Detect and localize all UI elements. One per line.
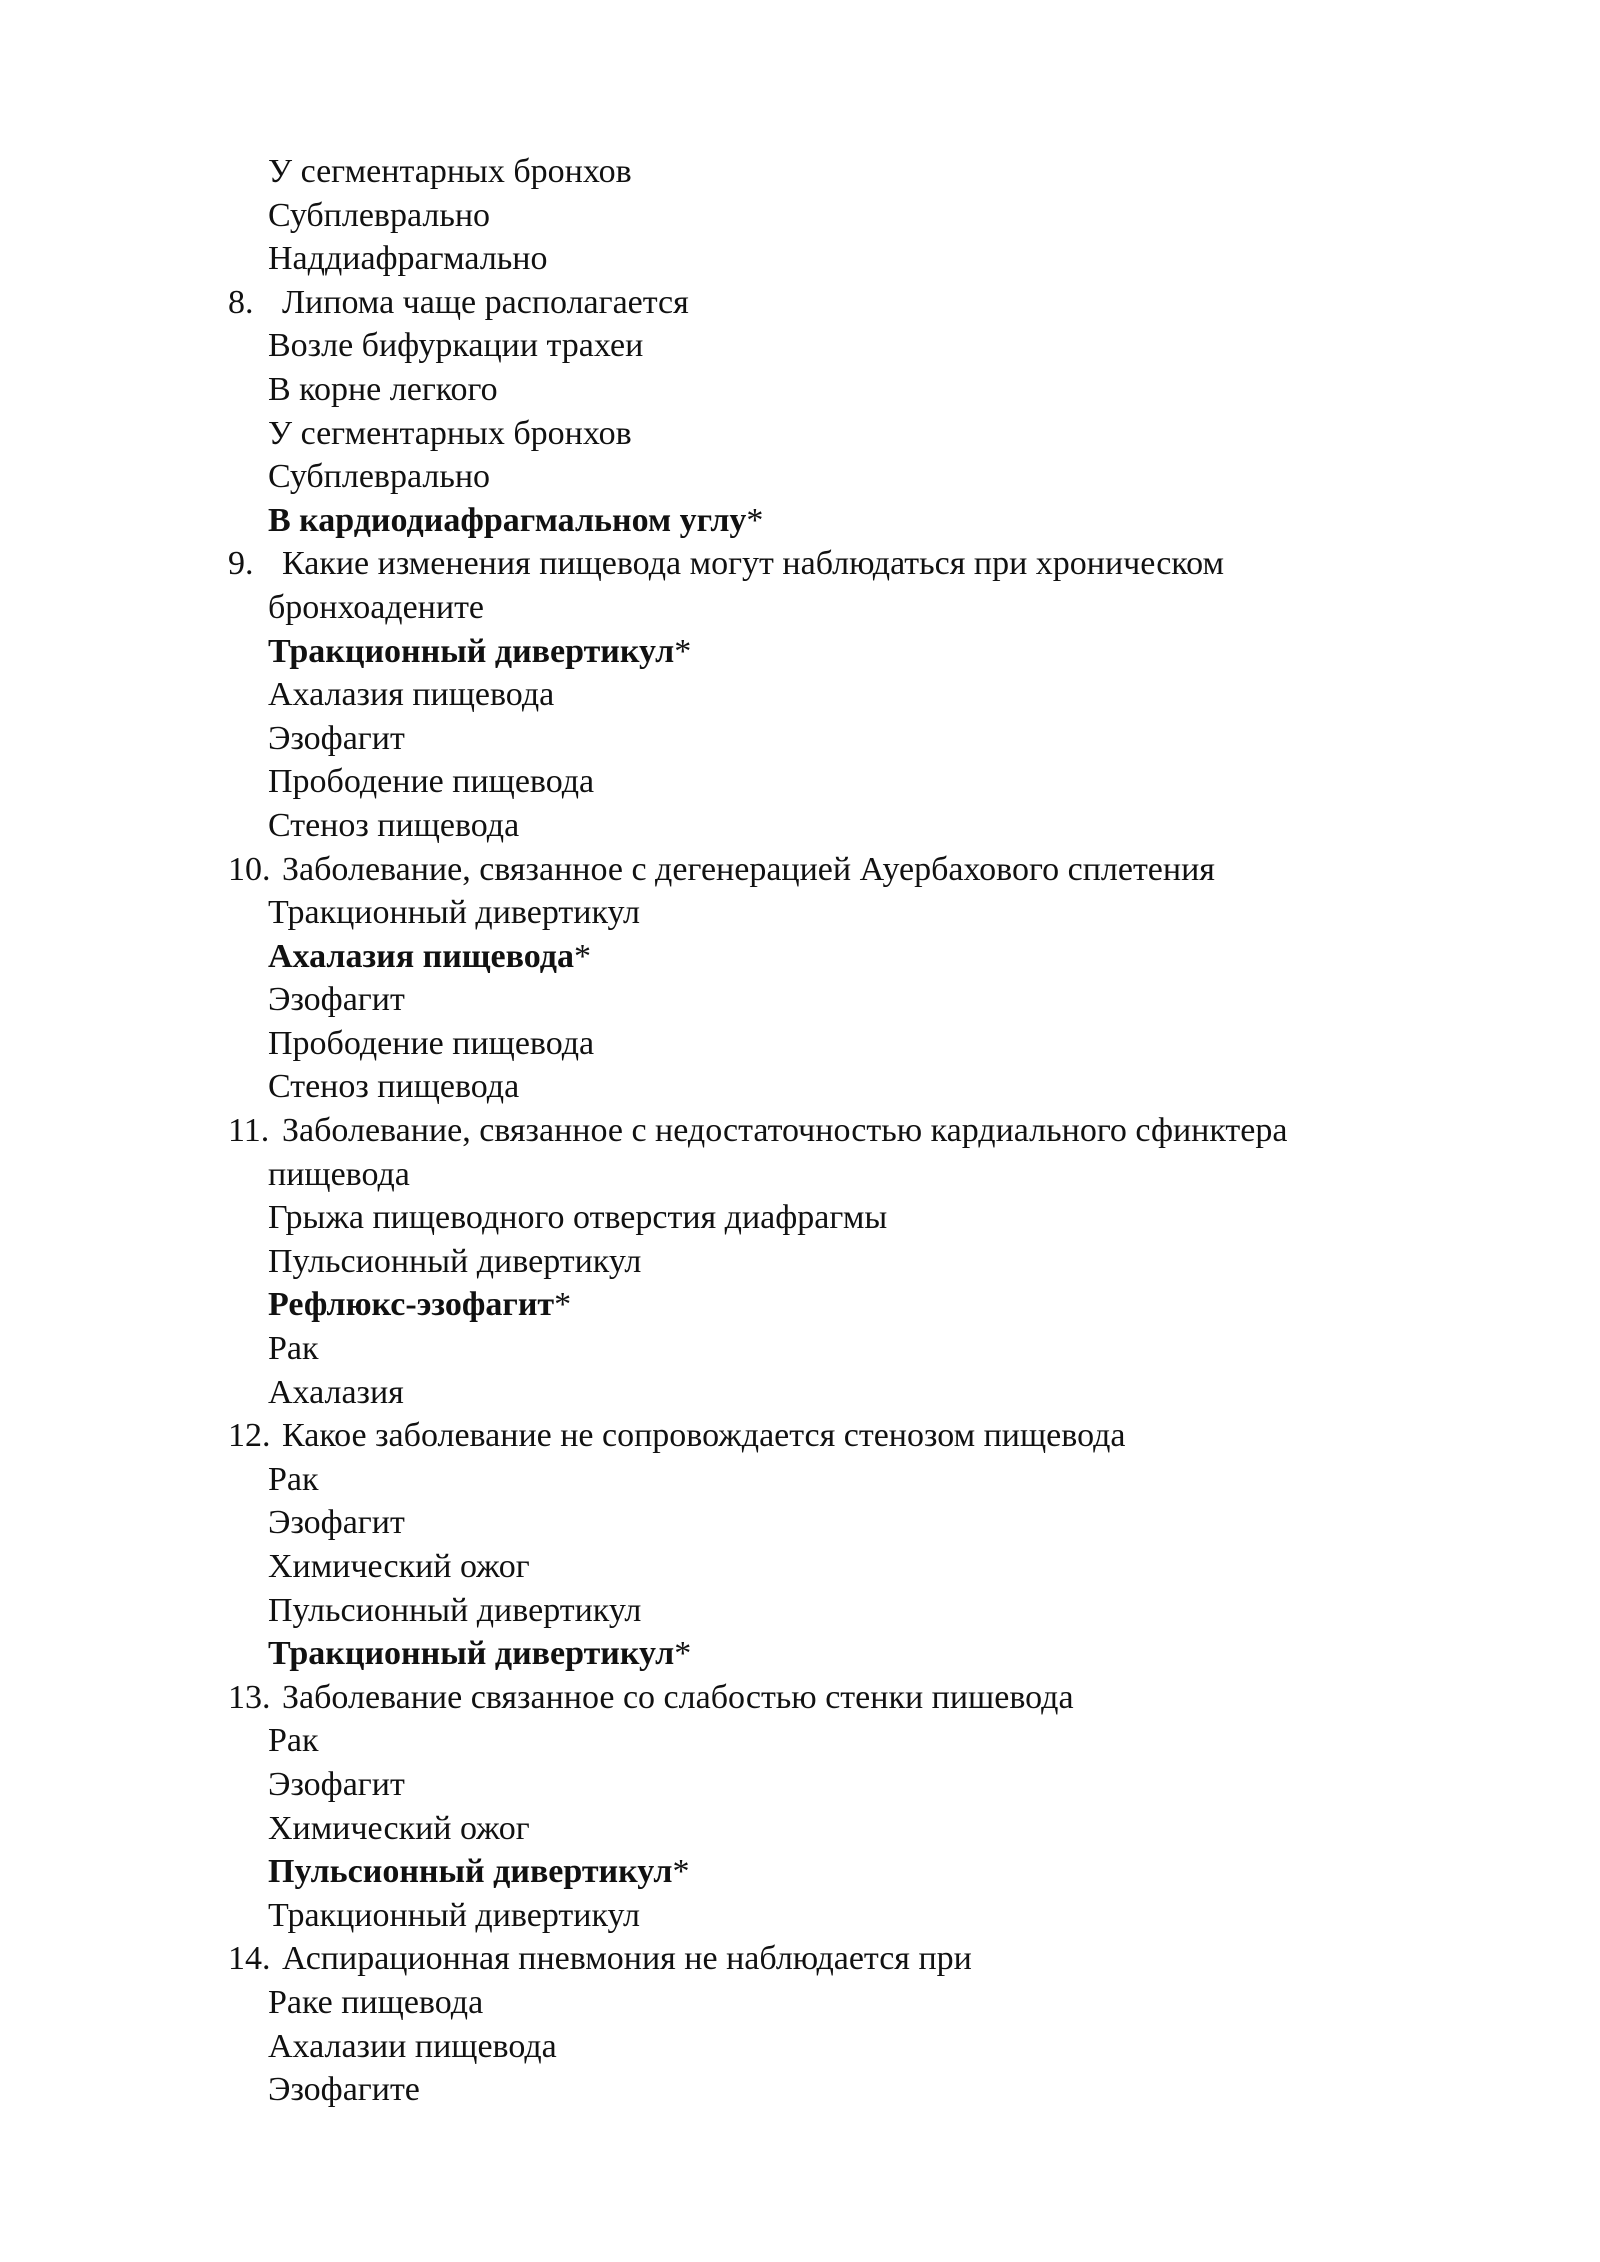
question-number: 12. xyxy=(228,1417,271,1455)
answer-option-line xyxy=(0,1894,1600,1938)
answer-option-line xyxy=(0,150,1600,194)
correct-marker: * xyxy=(672,1853,690,1891)
answer-option: Ахалазия xyxy=(268,1373,404,1411)
correct-answer-text: Пульсионный дивертикул xyxy=(268,1853,673,1891)
answer-option: Эзофагит xyxy=(268,981,405,1019)
correct-answer-text: В кардиодиафрагмальном углу xyxy=(268,501,747,539)
answer-option: Наддиафрагмально xyxy=(268,240,548,278)
answer-option-line xyxy=(0,804,1600,848)
question-number: 14. xyxy=(228,1940,271,1978)
answer-option-line xyxy=(0,194,1600,238)
answer-option: Пульсионный дивертикул xyxy=(268,1242,642,1280)
answer-option: Эзофагит xyxy=(268,1765,405,1803)
question-text: Какие изменения пищевода могут наблюдаться при хроническом xyxy=(282,545,1224,583)
correct-marker: * xyxy=(573,937,591,975)
correct-answer-line xyxy=(0,1283,1600,1327)
answer-option-line xyxy=(0,717,1600,761)
answer-option-line xyxy=(0,1763,1600,1807)
answer-option-line xyxy=(0,1719,1600,1763)
answer-option: Рак xyxy=(268,1722,319,1760)
correct-answer-text: Рефлюкс-эзофагит xyxy=(268,1286,555,1324)
answer-option-line xyxy=(0,673,1600,717)
answer-option: Прободение пищевода xyxy=(268,763,595,801)
answer-option-line xyxy=(0,1589,1600,1633)
answer-option-line xyxy=(0,455,1600,499)
answer-option: Возле бифуркации трахеи xyxy=(268,327,644,365)
question-line xyxy=(0,542,1600,586)
correct-answer-text: Ахалазия пищевода xyxy=(268,937,574,975)
answer-option: У сегментарных бронхов xyxy=(268,153,632,190)
answer-option: Ахалазия пищевода xyxy=(268,676,555,714)
answer-option: Рак xyxy=(268,1460,319,1498)
answer-option: Тракционный дивертикул xyxy=(268,1896,640,1934)
answer-option: Субплеврально xyxy=(268,458,491,496)
answer-option-line xyxy=(0,237,1600,281)
correct-marker: * xyxy=(554,1286,572,1324)
answer-option-line xyxy=(0,760,1600,804)
correct-answer xyxy=(268,1850,689,1894)
question-line xyxy=(0,1676,1600,1720)
correct-answer xyxy=(268,630,691,674)
correct-answer-text: Тракционный дивертикул xyxy=(268,632,675,670)
answer-option-line xyxy=(0,1022,1600,1066)
answer-option-line xyxy=(0,1545,1600,1589)
question-text: пищевода xyxy=(268,1155,410,1193)
answer-option-line xyxy=(0,891,1600,935)
correct-answer xyxy=(268,499,763,543)
question-line xyxy=(0,281,1600,325)
answer-option-line xyxy=(0,978,1600,1022)
question-line xyxy=(0,1109,1600,1153)
answer-option: Химический ожог xyxy=(268,1809,530,1847)
answer-option-line xyxy=(0,1371,1600,1415)
question-number: 11. xyxy=(228,1112,270,1150)
question-number: 9. xyxy=(228,545,254,583)
answer-option-line xyxy=(0,368,1600,412)
question-number: 10. xyxy=(228,850,271,888)
answer-option: Прободение пищевода xyxy=(268,1024,595,1062)
question-continuation-line xyxy=(0,586,1600,630)
question-number: 8. xyxy=(228,283,254,321)
answer-option-line xyxy=(0,1458,1600,1502)
question-continuation-line xyxy=(0,1153,1600,1197)
answer-option: Тракционный дивертикул xyxy=(268,894,640,932)
answer-option: У сегментарных бронхов xyxy=(268,414,632,452)
question-text: Липома чаще располагается xyxy=(282,283,689,321)
question-text: Заболевание связанное со слабостью стенки пишевода xyxy=(282,1678,1074,1716)
correct-answer-line xyxy=(0,499,1600,543)
answer-option-line xyxy=(0,1981,1600,2025)
answer-option: Субплеврально xyxy=(268,196,491,234)
question-text: Заболевание, связанное с дегенерацией Ауербахового сплетения xyxy=(282,850,1215,888)
document-page xyxy=(0,150,1600,2112)
question-number: 13. xyxy=(228,1678,271,1716)
correct-answer-line xyxy=(0,1850,1600,1894)
correct-answer-line xyxy=(0,630,1600,674)
answer-option-line xyxy=(0,2068,1600,2112)
answer-option: Ахалазии пищевода xyxy=(268,2027,557,2065)
question-text: Какое заболевание не сопровождается стенозом пищевода xyxy=(282,1417,1126,1455)
answer-option-line xyxy=(0,412,1600,456)
answer-option: Пульсионный дивертикул xyxy=(268,1591,642,1629)
answer-option-line xyxy=(0,1327,1600,1371)
correct-answer xyxy=(268,935,591,979)
answer-option: Эзофагит xyxy=(268,1504,405,1542)
answer-option-line xyxy=(0,1501,1600,1545)
question-text: бронхоадените xyxy=(268,588,485,626)
correct-answer-line xyxy=(0,1632,1600,1676)
answer-option: Эзофагит xyxy=(268,719,405,757)
answer-option: Стеноз пищевода xyxy=(268,1068,520,1106)
question-text: Аспирационная пневмония не наблюдается при xyxy=(282,1940,972,1978)
question-text: Заболевание, связанное с недостаточностью кардиального сфинктера xyxy=(282,1112,1288,1150)
correct-answer-text: Тракционный дивертикул xyxy=(268,1635,675,1673)
answer-option-line xyxy=(0,1196,1600,1240)
correct-marker: * xyxy=(674,1635,692,1673)
answer-option-line xyxy=(0,324,1600,368)
correct-marker: * xyxy=(746,501,764,539)
answer-option: Рак xyxy=(268,1330,319,1368)
answer-option: Химический ожог xyxy=(268,1548,530,1585)
answer-option: Эзофагите xyxy=(268,2071,420,2109)
answer-option-line xyxy=(0,2025,1600,2069)
answer-option: Раке пищевода xyxy=(268,1983,484,2021)
correct-answer-line xyxy=(0,935,1600,979)
answer-option: Стеноз пищевода xyxy=(268,806,520,844)
question-line xyxy=(0,1937,1600,1981)
answer-option-line xyxy=(0,1240,1600,1284)
correct-answer xyxy=(268,1632,691,1676)
answer-option-line xyxy=(0,1065,1600,1109)
correct-marker: * xyxy=(674,632,692,670)
question-line xyxy=(0,848,1600,892)
answer-option-line xyxy=(0,1807,1600,1851)
answer-option: В корне легкого xyxy=(268,370,498,408)
correct-answer xyxy=(268,1283,571,1327)
question-line xyxy=(0,1414,1600,1458)
answer-option: Грыжа пищеводного отверстия диафрагмы xyxy=(268,1199,888,1237)
